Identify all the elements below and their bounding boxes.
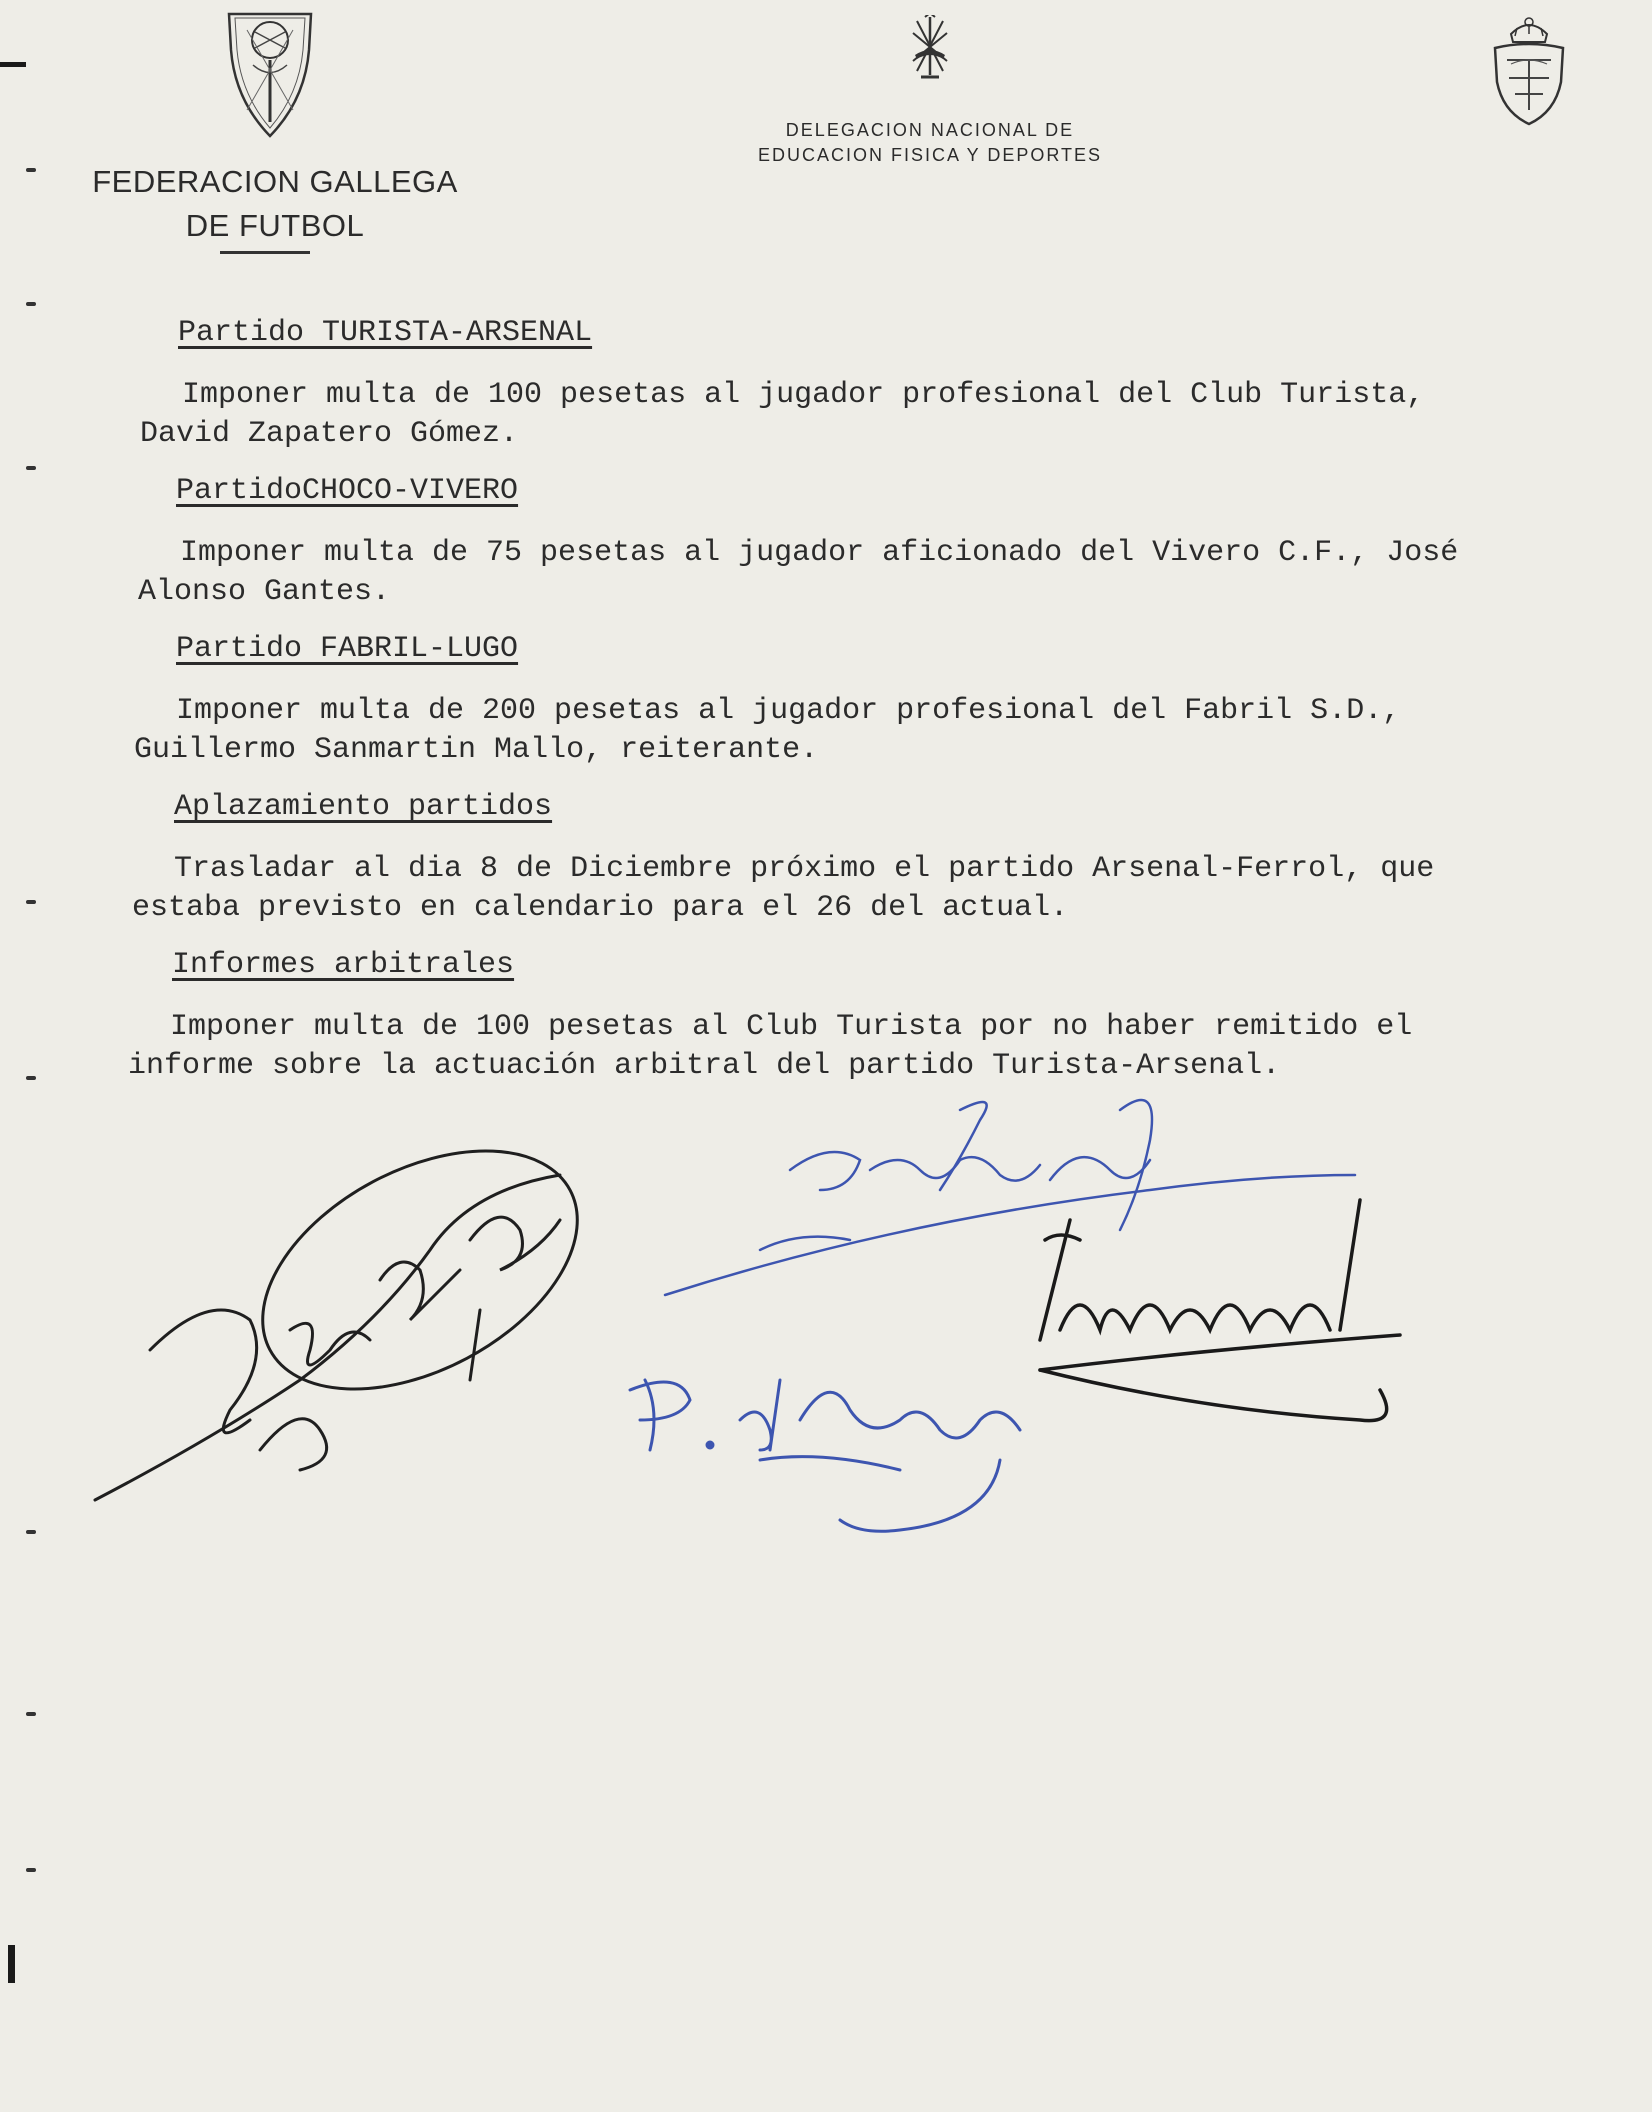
rfef-crowned-shield-logo [1485,12,1573,127]
delegacion-line2: EDUCACION FISICA Y DEPORTES [757,145,1103,165]
federation-shield-logo [225,10,315,140]
paragraph-line: Imponer multa de 100 pesetas al jugador profesional del Club Turista, [182,378,1425,412]
margin-mark [26,1530,36,1534]
margin-mark [26,302,36,306]
paragraph-line: Imponer multa de 200 pesetas al jugador profesional del Fabril S.D., [176,694,1401,728]
signature-top-center [665,1100,1355,1295]
edge-mark [8,1945,15,1983]
margin-mark [26,1076,36,1080]
header-rule [220,251,310,254]
delegacion-line1: DELEGACION NACIONAL DE [785,120,1075,140]
edge-mark [0,62,26,67]
paragraph-line: Imponer multa de 100 pesetas al Club Turista por no haber remitido el [170,1010,1413,1044]
paragraph-line: Imponer multa de 75 pesetas al jugador aficionado del Vivero C.F., José [180,536,1459,570]
margin-mark [26,466,36,470]
section-paragraph [138,534,1458,612]
signatures [0,1080,1652,1560]
paragraph-line: Guillermo Sanmartin Mallo, reiterante. [134,733,819,767]
section-paragraph [128,1008,1412,1086]
margin-mark [26,900,36,904]
section-heading: Partido FABRIL-LUGO [176,632,519,666]
paragraph-line: Alonso Gantes. [138,575,391,609]
paragraph-line: David Zapatero Gómez. [140,417,519,451]
signature-bottom-blue [630,1380,1020,1531]
paragraph-line: estaba previsto en calendario para el 26 del actual. [132,891,1069,925]
section-paragraph [132,850,1434,928]
federation-name [90,160,460,248]
margin-mark [26,1868,36,1872]
section-heading: Aplazamiento partidos [174,790,553,824]
paragraph-line: Trasladar al dia 8 de Diciembre próximo el partido Arsenal-Ferrol, que [174,852,1435,886]
yoke-arrows-emblem [905,15,955,85]
section-paragraph [134,692,1400,770]
section-heading: PartidoCHOCO-VIVERO [176,474,519,508]
section-heading: Informes arbitrales [172,948,515,982]
margin-mark [26,1712,36,1716]
section-paragraph [140,376,1424,454]
delegacion-nacional [700,118,1160,168]
federation-name-line2: DE FUTBOL [185,208,365,243]
section-heading: Partido TURISTA-ARSENAL [178,316,593,350]
paragraph-line: informe sobre la actuación arbitral del partido Turista-Arsenal. [128,1049,1281,1083]
federation-name-line1: FEDERACION GALLEGA [92,164,458,199]
margin-mark [26,168,36,172]
signature-left [95,1102,617,1500]
signature-right [1040,1200,1400,1421]
